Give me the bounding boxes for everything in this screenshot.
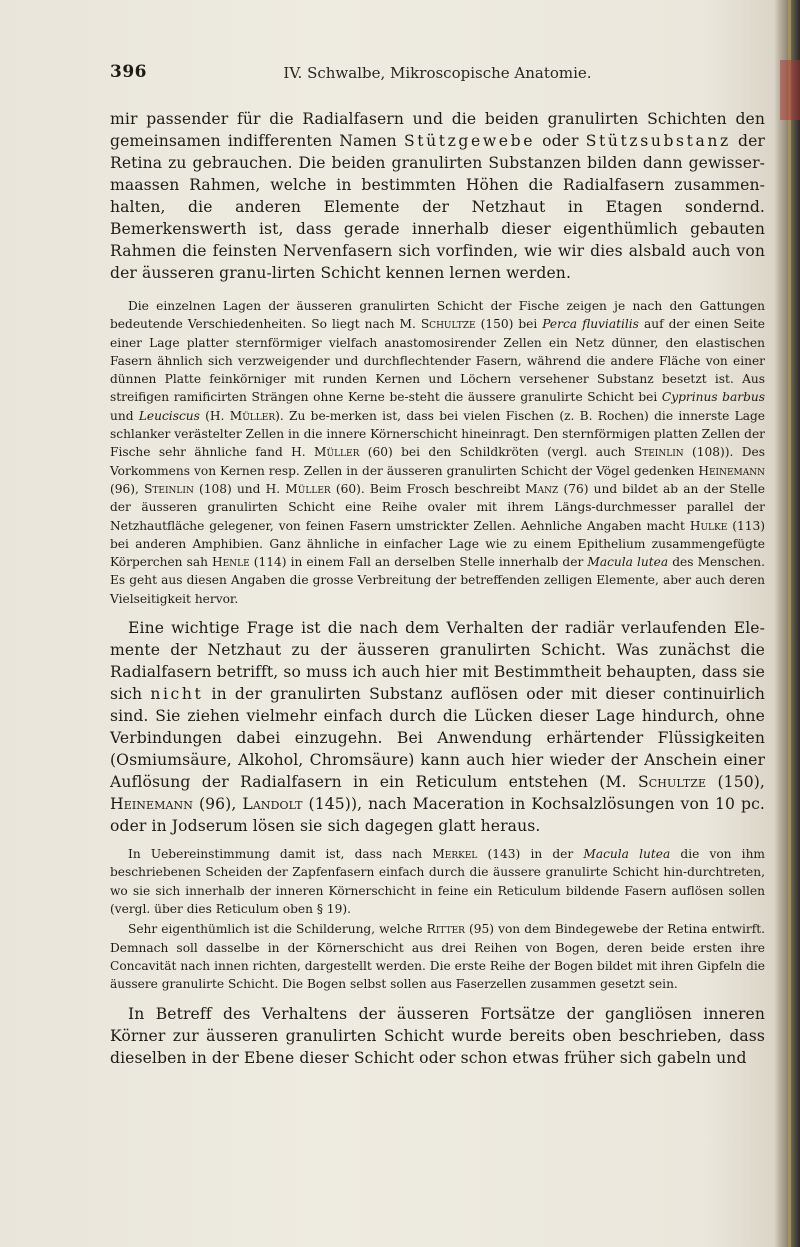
running-head: IV. Schwalbe, Mikroscopische Anatomie. <box>283 64 592 82</box>
page-header <box>110 62 765 88</box>
paragraph-fortsaetze: In Betreff des Verhaltens der äusseren Fortsätze der gangliösen inneren Körner zur äusseren granulirten Schicht wurde bereits oben beschrieben, dass dieselben in der Ebene dieser Schicht oder schon etwas früher sich gabeln und <box>110 1005 765 1068</box>
paragraph-ritter: Sehr eigenthümlich ist die Schilderung, welche Ritter (95) von dem Bindegewebe der Retina entwirft. Demnach soll dasselbe in der Körnerschicht aus drei Reihen von Bogen, deren beide ersten ihre Concavität nach innen richten, dargestellt werden. Die erste Reihe der Bogen bildet mit ihren Gipfeln die äussere granulirte Schicht. Die Bogen selbst sollen aus Faserzellen zusammen gesetzt sein. <box>110 922 765 992</box>
page-body <box>110 108 765 1069</box>
page-edge-stripe <box>788 0 791 1247</box>
paragraph-radialfasern: Eine wichtige Frage ist die nach dem Verhalten der radiär verlaufenden Ele-mente der Netzhaut zu der äusseren granulirten Schicht. Was zunächst die Radialfasern betrifft, so muss ich auch hier mit Bestimmtheit behaupten, dass sie sich nicht in der granulirten Substanz auflösen oder mit dieser continuirlich sind. Sie ziehen vielmehr einfach durch die Lücken dieser Lage hindurch, ohne Verbindungen dabei einzugehn. Bei Anwendung erhärtender Flüssigkeiten (Osmiumsäure, Alkohol, Chromsäure) kann auch hier wieder der Anschein einer Auflösung der Radialfasern in ein Reticulum entstehen (M. Schultze (150), Heinemann (96), Landolt (145)), nach Maceration in Kochsalzlösungen von 10 pc. oder in Jodserum lösen sie sich dagegen glatt heraus. <box>110 619 765 836</box>
book-edge-shadow <box>774 0 800 1247</box>
paragraph-merkel: In Uebereinstimmung damit ist, dass nach Merkel (143) in der Macula lutea die von ihm beschriebenen Scheiden der Zapfenfasern einfach durch die äussere granulirte Schicht hin-durchtreten, wo sie sich innerhalb der inneren Körnerschicht in feine ein Reticulum bildende Fasern auflösen sollen (vergl. über dies Reticulum oben § 19). <box>110 847 765 916</box>
paragraph-stuetzgewebe: mir passender für die Radialfasern und die beiden granulirten Schichten den gemeinsamen indifferenten Namen Stützgewebe oder Stützsubstanz der Retina zu gebrauchen. Die beiden granulirten Substanzen bilden dann gewisser-maassen Rahmen, welche in bestimmten Höhen die Radialfasern zusammen-halten, die anderen Elemente der Netzhaut in Etagen sondernd. Bemerkenswerth ist, dass gerade innerhalb dieser eigenthümlich gebauten Rahmen die feinsten Nervenfasern sich vorfinden, wie wir dies alsbald auch von der äusseren granu-lirten Schicht kennen lernen werden. <box>110 110 765 282</box>
page-edge-tab <box>780 60 800 120</box>
paragraph-fish-layers: Die einzelnen Lagen der äusseren granulirten Schicht der Fische zeigen je nach den Gattungen bedeutende Verschiedenheiten. So liegt nach M. Schultze (150) bei Perca fluviatilis auf der einen Seite einer Lage platter sternförmiger vielfach anastomosirender Zellen ein Netz dünner, den elastischen Fasern ähnlich sich verzweigender und durchflechtender Fasern, während die andere Fläche von einer dünnen Platte feinkörniger mit runden Kernen und Löchern versehener Substanz besetzt ist. Aus streifigen ramificirten Strängen ohne Kerne be-steht die äussere granulirte Schicht bei Cyprinus barbus und Leuciscus (H. Müller). Zu be-merken ist, dass bei vielen Fischen (z. B. Rochen) die innerste Lage schlanker verästelter Zellen in die innere Körnerschicht hineinragt. Den sternförmigen platten Zellen der Fische sehr ähnliche fand H. Müller (60) bei den Schildkröten (vergl. auch Steinlin (108)). Des Vorkommens von Kernen resp. Zellen in der äusseren granulirten Schicht der Vögel gedenken Heinemann (96), Steinlin (108) und H. Müller (60). Beim Frosch beschreibt Manz (76) und bildet ab an der Stelle der äusseren granulirten Schicht eine Reihe ovaler mit ihrem Längs-durchmesser parallel der Netzhautfläche gelegener, von feinen Fasern umstrickter Zellen. Aehnliche Angaben macht Hulke (113) bei anderen Amphibien. Ganz ähnliche in einfacher Lage wie zu einem Epithelium zusammengefügte Körperchen sah Henle (114) in einem Fall an derselben Stelle innerhalb der Macula lutea des Menschen. Es geht aus diesen Angaben die grosse Verbreitung der betreffenden zelligen Elemente, aber auch deren Vielseitigkeit hervor. <box>110 299 766 606</box>
page-number: 396 <box>110 62 147 82</box>
